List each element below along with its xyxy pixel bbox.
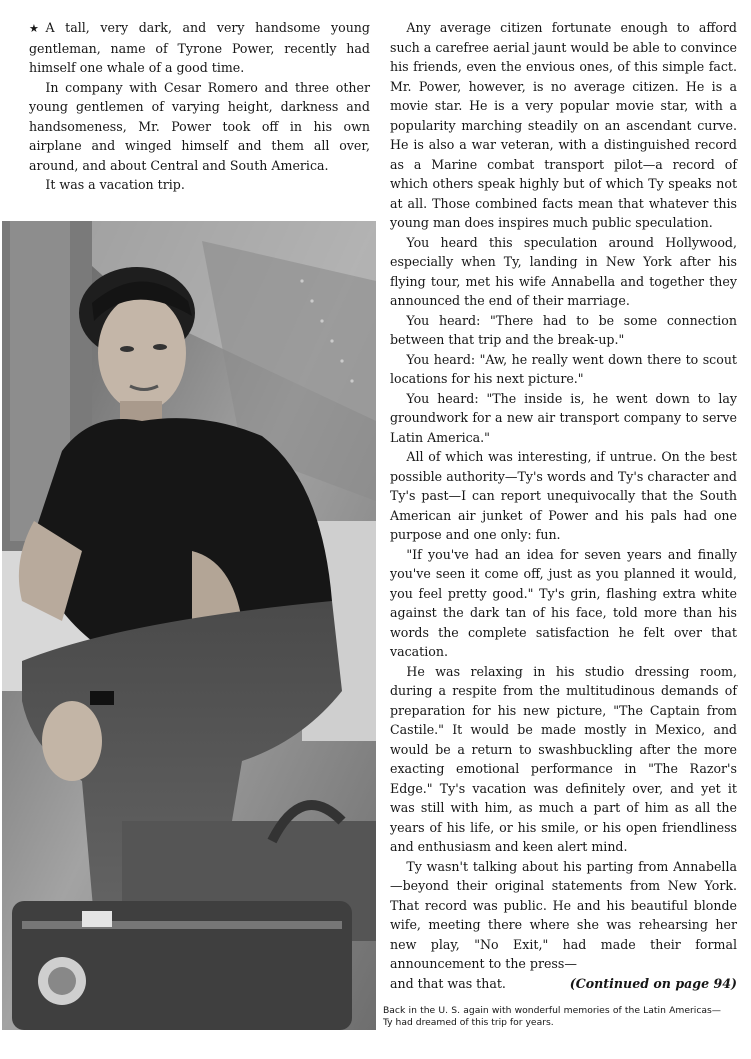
- paragraph: You heard: "Aw, he really went down there to scout locations for his next picture.": [390, 351, 737, 386]
- left-column: [29, 18, 370, 195]
- paragraph: Ty wasn't talking about his parting from Annabella—beyond their original statements from New York. That record was public. He and his beautiful blonde wife, meeting there where she was rehearsing her new play, "No Exit," had made their formal announcement to the press—: [390, 858, 737, 971]
- continued-on-link: (Continued on page 94): [569, 975, 737, 991]
- paragraph: You heard this speculation around Hollywood, especially when Ty, landing in New York after his flying tour, met his wife Annabella and together they announced the end of their marriage.: [390, 234, 737, 308]
- paragraph: You heard: "There had to be some connection between that trip and the break-up.": [390, 312, 737, 347]
- right-column: [390, 18, 737, 993]
- paragraph: Any average citizen fortunate enough to afford such a carefree aerial jaunt would be able to convince his friends, even the envious ones, of this simple fact. Mr. Power, however, is no average citizen. He is a movie star. He is a very popular movie star, with a popularity marching steadily on an ascendant curve. He is also a war veteran, with a distinguished record as a Marine combat transport pilot—a record of which others speak highly but of which Ty speaks not at all. Those combined facts mean that whatever this young man does inspires much public speculation.: [390, 20, 737, 230]
- paragraph: You heard: "The inside is, he went down to lay groundwork for a new air transport company to serve Latin America.": [390, 390, 737, 445]
- paragraph: All of which was interesting, if untrue. On the best possible authority—Ty's words and Ty's character and Ty's past—I can report unequivocally that the South American air junket of Power and his pals had one purpose and one only: fun.: [390, 449, 737, 542]
- photo-caption: Back in the U. S. again with wonderful memories of the Latin Americas—Ty had dreamed of this trip for years.: [383, 1005, 721, 1028]
- paragraph: "If you've had an idea for seven years and finally you've seen it come off, just as you planned it would, you feel pretty good." Ty's grin, flashing extra white against the dark tan of his face, told more than his words the complete satisfaction he felt over that vacation.: [390, 546, 737, 659]
- paragraph: It was a vacation trip.: [45, 177, 185, 192]
- paragraph: ★A tall, very dark, and very handsome young gentleman, name of Tyrone Power, recently had himself one whale of a good time.: [29, 20, 370, 75]
- paragraph: He was relaxing in his studio dressing room, during a respite from the multitudinous demands of preparation for his new picture, "The Captain from Castile." It would be made mostly in Mexico, and would be a return to swashbuckling after the more exacting emotional performance in "The Razor's Edge." Ty's vacation was definitely over, and yet it was still with him, as much a part of him as all the years of his life, or his smile, or his open friendliness and enthusiasm and keen alert mind.: [390, 663, 737, 854]
- closing-line: [390, 974, 737, 994]
- photo-tyrone-power: [2, 221, 376, 1030]
- paragraph: In company with Cesar Romero and three other young gentlemen of varying height, darkness and handsomeness, Mr. Power took off in his own airplane and winged himself and them all over, around, and about Central and South America.: [29, 79, 370, 173]
- star-bullet-icon: ★: [29, 22, 46, 35]
- last-line-text: and that was that.: [390, 975, 506, 991]
